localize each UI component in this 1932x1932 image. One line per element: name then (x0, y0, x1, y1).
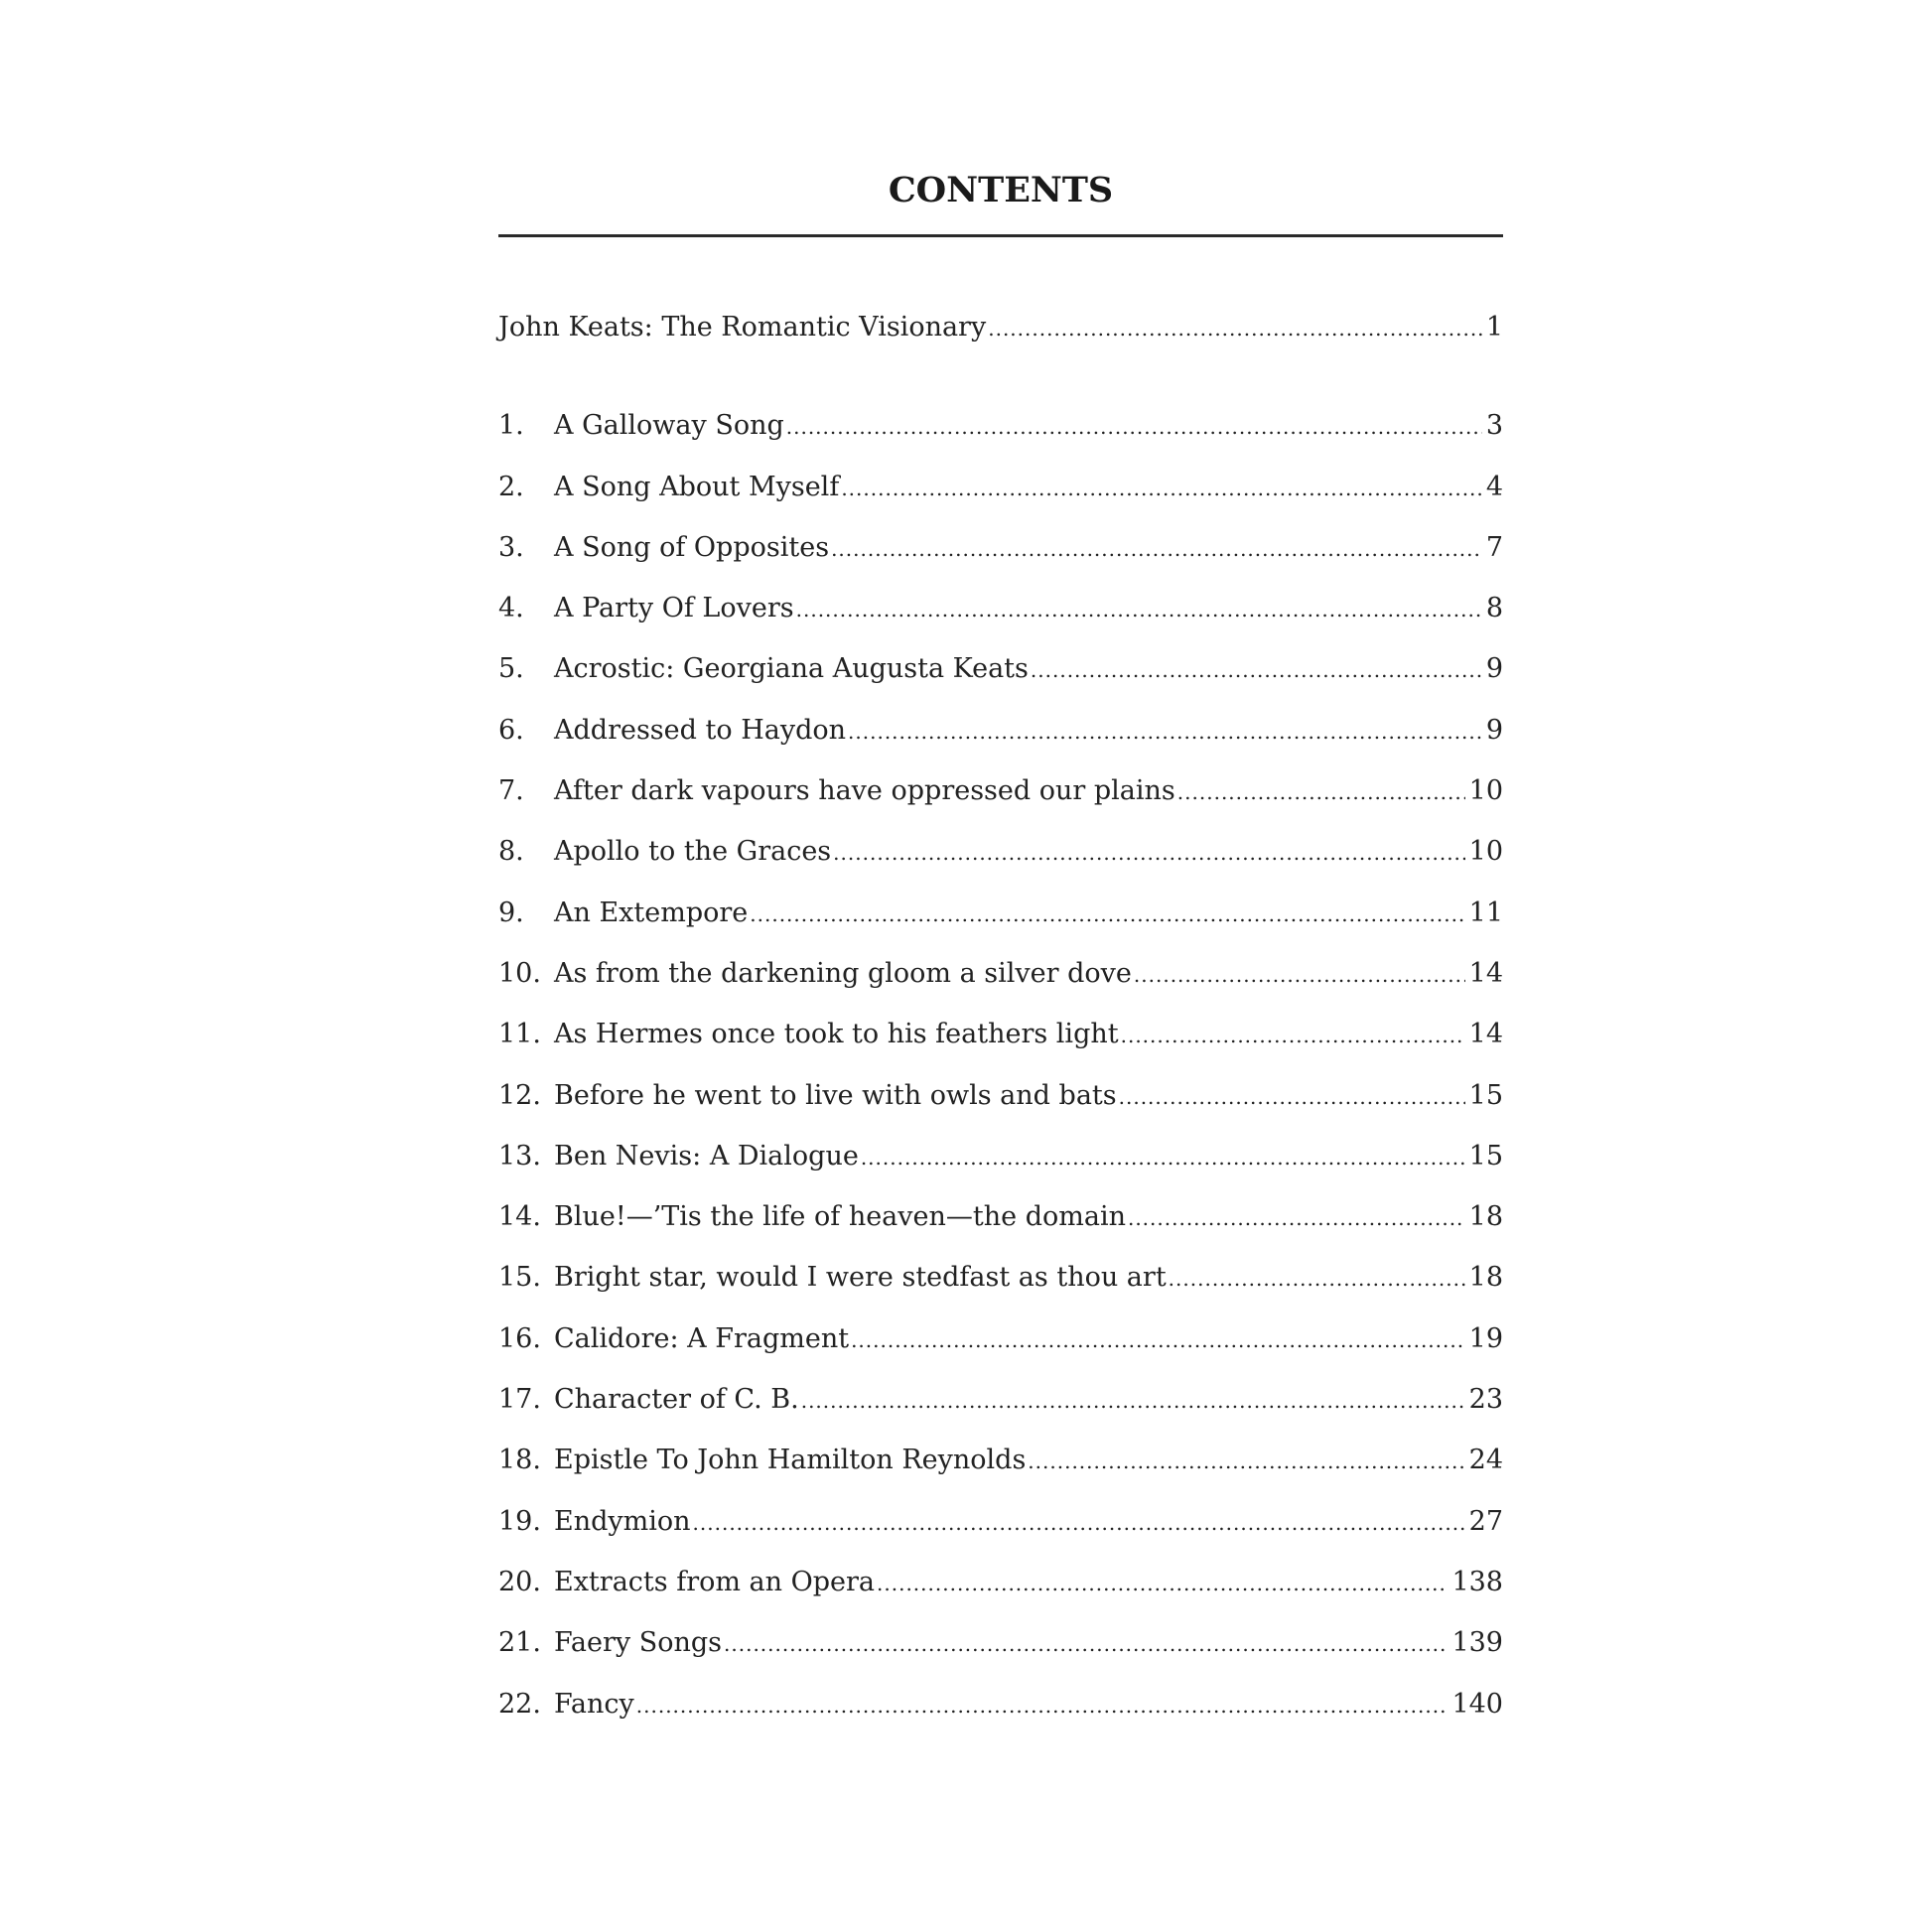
toc-entry-label: John Keats: The Romantic Visionary (498, 312, 987, 343)
toc-entry-page: 18 (1468, 1262, 1503, 1294)
toc-entry-page: 9 (1485, 653, 1503, 685)
toc-entry-intro (498, 297, 1503, 357)
toc-entry-label: After dark vapours have oppressed our plains (554, 775, 1175, 807)
dot-leader (1028, 1432, 1464, 1492)
dot-leader (796, 580, 1482, 640)
toc-entry-page: 23 (1468, 1384, 1503, 1416)
toc-entry-page: 138 (1451, 1566, 1503, 1597)
toc-entry (498, 1612, 1503, 1673)
toc-entry (498, 760, 1503, 821)
toc-entry-label: An Extempore (554, 897, 749, 928)
toc-entry-number: 8. (498, 836, 524, 868)
toc-entry (498, 700, 1503, 760)
toc-entry-label: A Party Of Lovers (554, 593, 794, 624)
toc-entry-label: As Hermes once took to his feathers light (554, 1019, 1119, 1050)
toc-entry-page: 18 (1468, 1201, 1503, 1233)
dot-leader (1177, 762, 1465, 823)
dot-leader (693, 1493, 1465, 1554)
toc-entry-label: A Song of Opposites (554, 531, 830, 563)
toc-entry (498, 1126, 1503, 1186)
toc-entry-label: Before he went to live with owls and bats (554, 1079, 1117, 1111)
toc-entry-label: Acrostic: Georgiana Augusta Keats (554, 653, 1029, 685)
toc-entry-number: 16. (498, 1322, 541, 1354)
toc-entry-label: Blue!—’Tis the life of heaven—the domain (554, 1201, 1126, 1233)
toc-entry-page: 24 (1468, 1445, 1503, 1476)
toc-entry-label: Epistle To John Hamilton Reynolds (554, 1445, 1027, 1476)
toc-entry (498, 943, 1503, 1004)
toc-entry-number: 7. (498, 775, 524, 807)
toc-entry (498, 1309, 1503, 1369)
toc-entry (498, 1065, 1503, 1126)
dot-leader (750, 885, 1464, 945)
toc-entry-number: 20. (498, 1566, 541, 1597)
toc-entry (498, 395, 1503, 456)
dot-leader (841, 459, 1482, 519)
toc-entry-label: Faery Songs (554, 1627, 723, 1659)
toc-entry-page: 15 (1468, 1079, 1503, 1111)
toc-entry-number: 5. (498, 653, 524, 685)
toc-entry-number: 19. (498, 1505, 541, 1537)
toc-entry-page: 8 (1485, 593, 1503, 624)
toc-entry (498, 1247, 1503, 1308)
toc-entry-number: 11. (498, 1019, 541, 1050)
toc-entry-page: 3 (1485, 410, 1503, 442)
toc-entry-number: 1. (498, 410, 524, 442)
toc-entry (498, 821, 1503, 882)
toc-entry-label: Fancy (554, 1688, 634, 1720)
dot-leader (848, 702, 1482, 762)
dot-leader (1128, 1188, 1465, 1249)
toc-entry (498, 1430, 1503, 1490)
contents-page (498, 169, 1503, 1734)
toc-entry-number: 22. (498, 1688, 541, 1720)
toc-entry-number: 10. (498, 957, 541, 989)
dot-leader (801, 1371, 1465, 1432)
toc-entry-page: 11 (1468, 897, 1503, 928)
toc-entry-number: 3. (498, 531, 524, 563)
toc-entry (498, 517, 1503, 578)
toc-entry-page: 19 (1468, 1322, 1503, 1354)
dot-leader (1119, 1067, 1465, 1128)
dot-leader (988, 299, 1482, 359)
toc-entry-page: 27 (1468, 1505, 1503, 1537)
toc-entry-page: 4 (1485, 471, 1503, 502)
toc-entry (498, 1186, 1503, 1247)
dot-leader (831, 519, 1482, 580)
dot-leader (1134, 945, 1465, 1006)
dot-leader (1121, 1006, 1465, 1066)
toc-entry-label: A Galloway Song (554, 410, 784, 442)
toc-entry-label: Addressed to Haydon (554, 714, 847, 746)
toc-entry (498, 1004, 1503, 1064)
toc-entry-page: 1 (1485, 312, 1503, 343)
toc-entry-page: 139 (1451, 1627, 1503, 1659)
toc-entry-number: 6. (498, 714, 524, 746)
toc-entry-page: 10 (1468, 836, 1503, 868)
toc-entry-number: 2. (498, 471, 524, 502)
dot-leader (724, 1614, 1448, 1675)
toc-entry-label: Character of C. B. (554, 1384, 799, 1416)
toc-entry-label: Apollo to the Graces (554, 836, 832, 868)
toc-entry-number: 4. (498, 593, 524, 624)
toc-entry-number: 9. (498, 897, 524, 928)
toc-entry (498, 1491, 1503, 1552)
toc-entry-page: 7 (1485, 531, 1503, 563)
toc-entry (498, 638, 1503, 699)
toc-entry-page: 140 (1451, 1688, 1503, 1720)
toc-list (498, 395, 1503, 1734)
toc-entry (498, 883, 1503, 943)
toc-entry-page: 14 (1468, 957, 1503, 989)
dot-leader (851, 1311, 1465, 1371)
dot-leader (1169, 1249, 1465, 1310)
toc-entry-label: Endymion (554, 1505, 691, 1537)
toc-entry-number: 21. (498, 1627, 541, 1659)
toc-entry-label: Ben Nevis: A Dialogue (554, 1140, 859, 1172)
toc-entry (498, 457, 1503, 517)
toc-entry (498, 1674, 1503, 1734)
dot-leader (833, 823, 1464, 884)
title-rule (498, 234, 1503, 237)
toc-entry (498, 578, 1503, 638)
toc-entry (498, 1369, 1503, 1430)
toc-entry-page: 15 (1468, 1140, 1503, 1172)
toc-entry-label: Extracts from an Opera (554, 1566, 876, 1597)
toc-entry-label: Calidore: A Fragment (554, 1322, 850, 1354)
toc-entry-number: 18. (498, 1445, 541, 1476)
toc-entry-number: 14. (498, 1201, 541, 1233)
page-title: CONTENTS (888, 170, 1114, 210)
toc-entry-label: As from the darkening gloom a silver dove (554, 957, 1132, 989)
dot-leader (1031, 640, 1482, 701)
toc-entry-page: 10 (1468, 775, 1503, 807)
toc-entry-number: 12. (498, 1079, 541, 1111)
dot-leader (861, 1128, 1465, 1188)
toc-entry-label: Bright star, would I were stedfast as thou art (554, 1262, 1167, 1294)
toc-entry-number: 13. (498, 1140, 541, 1172)
toc-entry-number: 15. (498, 1262, 541, 1294)
toc-entry-number: 17. (498, 1384, 541, 1416)
dot-leader (877, 1554, 1448, 1614)
toc-entry-page: 14 (1468, 1019, 1503, 1050)
dot-leader (786, 397, 1482, 458)
toc-entry-label: A Song About Myself (554, 471, 840, 502)
dot-leader (636, 1676, 1449, 1736)
toc-entry (498, 1552, 1503, 1612)
toc-entry-page: 9 (1485, 714, 1503, 746)
